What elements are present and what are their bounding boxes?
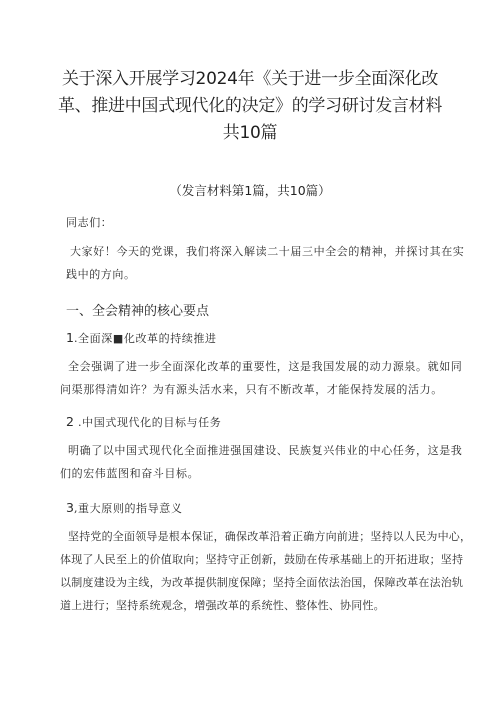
point-1-line-1: 全会强调了进一步全面深化改革的重要性，这是我国发展的动力源泉。就如同: [68, 360, 463, 373]
section-heading-1: 一、全会精神的核心要点: [66, 304, 210, 319]
point-2-title: .中国式现代化的目标与任务: [73, 416, 222, 429]
point-1-title: .全面深■化改革的持续推进: [73, 332, 217, 345]
point-2-line-1: 明确了以中国式现代化全面推进强国建设、民族复兴伟业的中心任务，这是我: [68, 444, 463, 457]
point-2-number: 2: [66, 414, 74, 429]
point-1-line-2: 问渠那得清如许？为有源头活水来，只有不断改革，才能保持发展的活力。: [60, 383, 443, 396]
point-3-heading: [66, 500, 182, 516]
point-1-heading: [66, 330, 217, 346]
point-1-number: 1: [66, 330, 74, 345]
point-1-paragraph: [60, 355, 463, 401]
point-2-paragraph: [60, 439, 463, 485]
point-3-line-2: 体现了人民至上的价值取向；坚持守正创新，鼓励在传承基础上的开拓进取；坚持: [60, 553, 464, 566]
point-3-number: 3: [66, 500, 74, 515]
document-subtitle: （发言材料第1篇，共10篇）: [169, 183, 331, 198]
point-3-title: ,重大原则的指导意义: [73, 502, 183, 515]
title-line-3: 共10篇: [222, 123, 278, 143]
intro-line-1: 大家好！今天的党课，我们将深入解读二十届三中全会的精神，并探讨其在实: [70, 245, 465, 258]
title-line-1: 关于深入开展学习2024年《关于进一步全面深化改: [61, 69, 439, 89]
intro-paragraph: [66, 240, 465, 286]
salutation: [66, 211, 448, 234]
point-3-line-1: 坚持党的全面领导是根本保证，确保改革沿着正确方向前进；坚持以人民为中心，: [68, 530, 472, 543]
point-3-line-4: 道上进行；坚持系统观念，增强改革的系统性、整体性、协同性。: [60, 599, 385, 612]
title-line-2: 革、推进中国式现代化的决定》的学习研讨发言材料: [57, 96, 443, 116]
point-2-line-2: 们的宏伟蓝图和奋斗目标。: [60, 467, 200, 480]
point-2-heading: [66, 414, 221, 430]
point-3-paragraph: [60, 525, 472, 617]
salutation-text: 同志们：: [66, 216, 113, 229]
document-title: [40, 66, 460, 147]
point-3-line-3: 以制度建设为主线，为改革提供制度保障；坚持全面依法治国，保障改革在法治轨: [60, 576, 464, 589]
intro-line-2: 践中的方向。: [66, 268, 136, 281]
